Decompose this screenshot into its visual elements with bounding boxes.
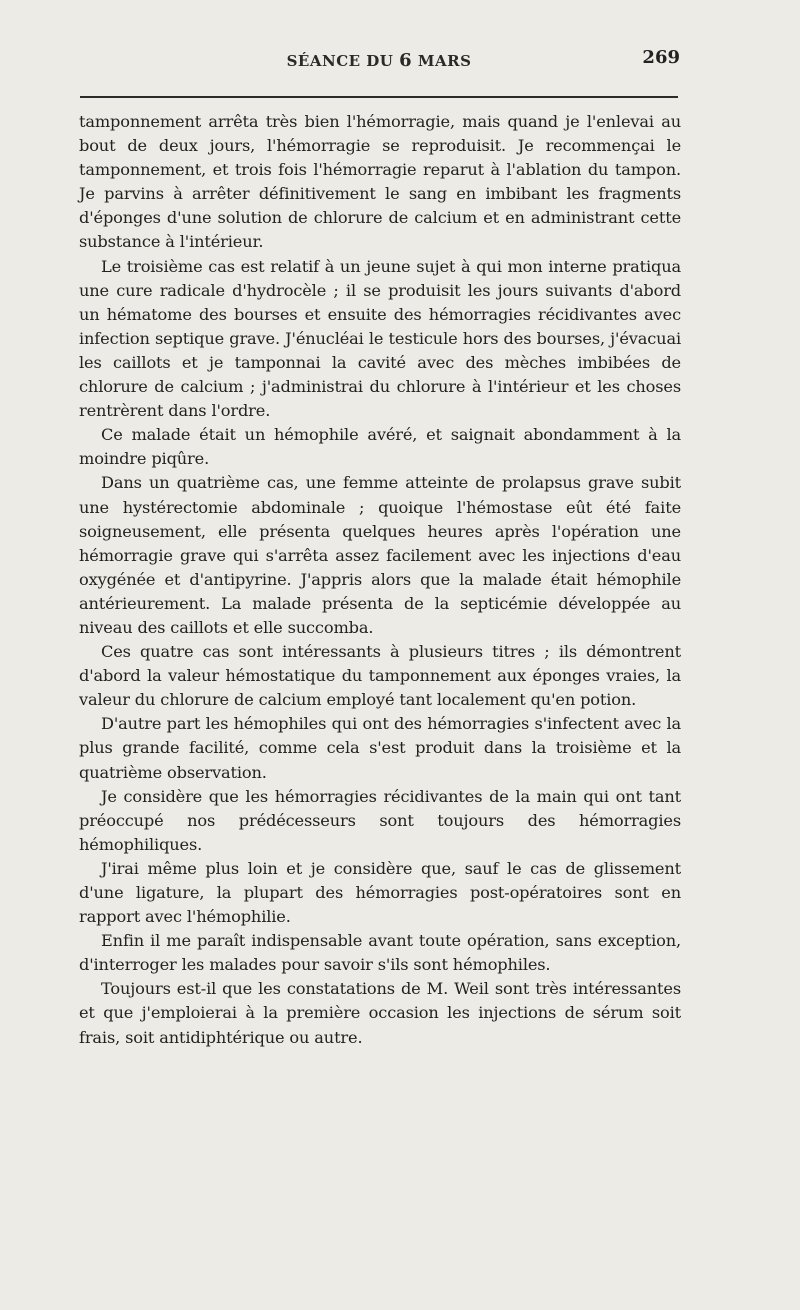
header-rule	[80, 96, 678, 98]
page-number: 269	[642, 47, 680, 68]
running-head-title	[78, 50, 680, 71]
paragraph-10: Toujours est-il que les constatations de M. Weil sont très intéressantes et que j'emploierai à la première occasion les injections de sérum soit frais, soit antidiphtérique ou autre.	[79, 979, 681, 1047]
paragraph-9: Enfin il me paraît indispensable avant toute opération, sans exception, d'interroger les malades pour savoir s'ils sont hémophiles.	[79, 931, 681, 975]
paragraph-5: Ces quatre cas sont intéressants à plusieurs titres ; ils démontrent d'abord la valeur hémostatique du tamponnement aux éponges vraies, la valeur du chlorure de calcium employé tant localement qu'en potion.	[79, 642, 681, 710]
paragraph-2: Le troisième cas est relatif à un jeune sujet à qui mon interne pratiqua une cure radicale d'hydrocèle ; il se produisit les jours suivants d'abord un hématome des bourses et ensuite des hémorragies récidivantes avec infection septique grave. J'énucléai le testicule hors des bourses, j'évacuai les caillots et je tamponnai la cavité avec des mèches imbibées de chlorure de calcium ; j'administrai du chlorure à l'intérieur et les choses rentrèrent dans l'ordre.	[79, 256, 681, 421]
paragraph-4: Dans un quatrième cas, une femme atteinte de prolapsus grave subit une hystérectomie abdominale ; quoique l'hémostase eût été faite soigneusement, elle présenta quelques heures après l'opération une hémorragie grave qui s'arrêta assez facilement avec les injections d'eau oxygénée et d'antipyrine. J'appris alors que la malade était hémophile antérieurement. La malade présenta de la septicémie développée au niveau des caillots et elle succomba.	[79, 473, 681, 637]
paragraph-3: Ce malade était un hémophile avéré, et saignait abondamment à la moindre piqûre.	[79, 425, 681, 469]
body-text	[79, 110, 681, 1050]
running-head-title-prefix: SÉANCE DU	[286, 52, 400, 70]
running-head	[78, 44, 680, 80]
running-head-month: MARS	[412, 52, 472, 70]
paragraph-6: D'autre part les hémophiles qui ont des hémorragies s'infectent avec la plus grande facilité, comme cela s'est produit dans la troisième et la quatrième observation.	[79, 714, 681, 782]
paragraph-8: J'irai même plus loin et je considère que, sauf le cas de glissement d'une ligature, la plupart des hémorragies post-opératoires sont en rapport avec l'hémophilie.	[79, 858, 681, 927]
running-head-day: 6	[399, 50, 413, 71]
paragraph-1: tamponnement arrêta très bien l'hémorragie, mais quand je l'enlevai au bout de deux jours, l'hémorragie se reproduisit. Je recommençai le tamponnement, et trois fois l'hémorragie reparut à l'ablation du tampon. Je parvins à arrêter définitivement le sang en imbibant les fragments d'éponges d'une solution de chlorure de calcium et en administrant cette substance à l'intérieur.	[79, 112, 681, 252]
paragraph-7: Je considère que les hémorragies récidivantes de la main qui ont tant préoccupé nos prédécesseurs sont toujours des hémorragies hémophiliques.	[79, 786, 681, 854]
